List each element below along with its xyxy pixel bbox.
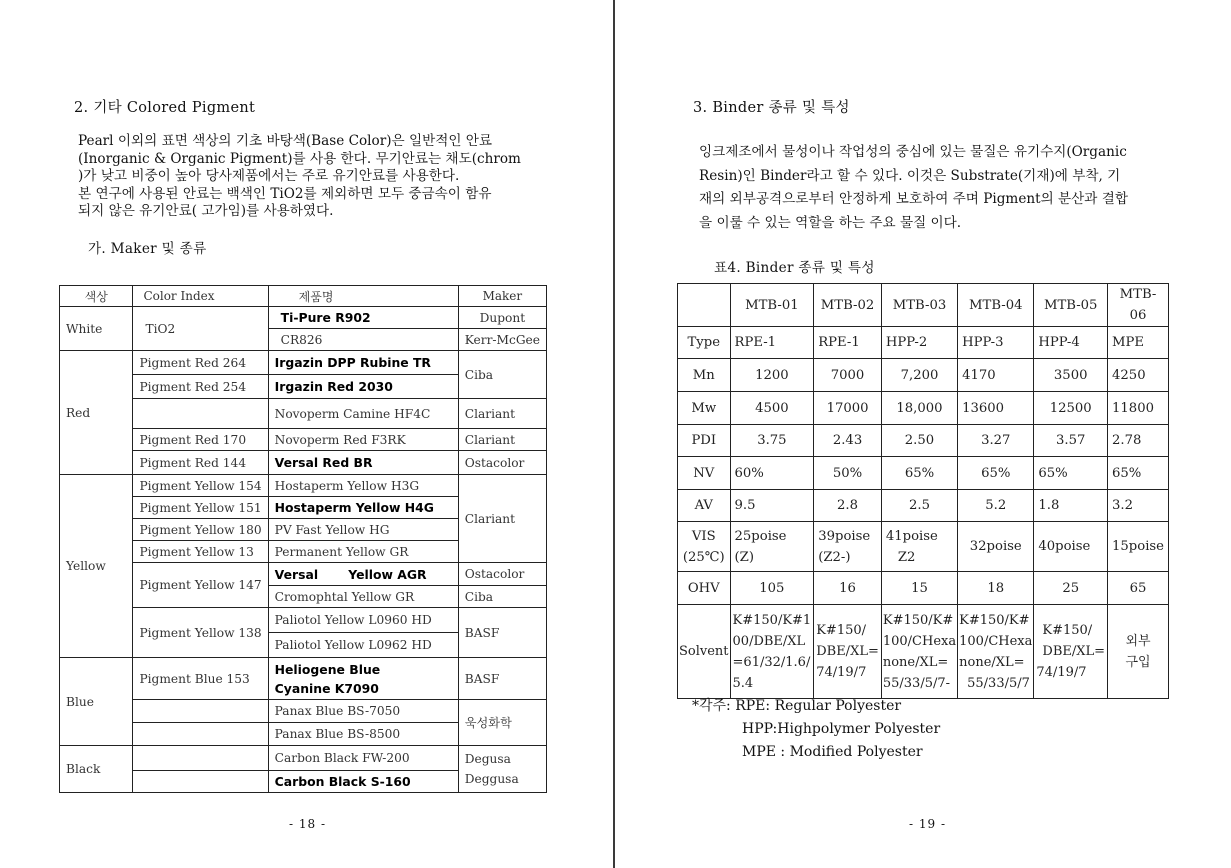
value-line: DBE/XL= (1042, 644, 1106, 659)
pigment-maker-table (59, 285, 547, 793)
maker-cell: Clariant (458, 475, 546, 563)
value-cell (730, 522, 814, 572)
page-number: - 18 - (289, 817, 327, 831)
product-cell: Irgazin Red 2030 (268, 375, 458, 399)
value-cell (958, 605, 1034, 699)
table-row (60, 608, 547, 633)
maker-cell (458, 746, 546, 793)
product-cell: Ti-Pure R902 (268, 307, 458, 329)
table-row-av (678, 490, 1169, 522)
maker-cell: BASF (458, 608, 546, 658)
section-title-colored-pigment: 2. 기타 Colored Pigment (74, 100, 256, 116)
value-line: none/XL= (959, 654, 1025, 670)
column-header: MTB-06 (1108, 284, 1169, 327)
value-cell: 4500 (730, 392, 814, 425)
maker-cell: Kerr-McGee (458, 329, 546, 351)
value-cell: 60% (730, 457, 814, 490)
value-cell: 17000 (814, 392, 882, 425)
footnote-line: MPE : Modified Polyester (742, 744, 923, 760)
maker-cell: BASF (458, 658, 546, 700)
column-header: MTB-02 (814, 284, 882, 327)
value-cell: RPE-1 (814, 327, 882, 359)
value-cell: 3.27 (958, 425, 1034, 457)
table-row-type (678, 327, 1169, 359)
value-line: 100/CHexa (959, 633, 1033, 649)
page-number: - 19 - (909, 817, 947, 831)
value-line: K#150/K#1 (732, 612, 812, 628)
value-cell (730, 605, 814, 699)
value-line: 25poise (734, 528, 787, 544)
value-line: 5.4 (732, 675, 754, 691)
product-cell: Hostaperm Yellow H3G (268, 475, 458, 497)
value-cell (814, 522, 882, 572)
table-row (60, 451, 547, 475)
product-cell: Cromophtal Yellow GR (268, 586, 458, 608)
table-row-mw (678, 392, 1169, 425)
color-index-cell: Pigment Yellow 154 (133, 475, 268, 497)
maker-cell: Ostacolor (458, 451, 546, 475)
paragraph-line: 을 이룰 수 있는 역할을 하는 주요 물질 이다. (699, 214, 962, 231)
product-cell: Panax Blue BS-7050 (268, 700, 458, 723)
value-line: K#150/K# (959, 612, 1030, 628)
row-label: Mw (678, 392, 731, 425)
color-group-yellow: Yellow (60, 475, 133, 658)
value-line: K#150/ (1042, 623, 1093, 638)
value-line: DBE/XL= (816, 644, 879, 659)
product-cell: Panax Blue BS-8500 (268, 723, 458, 746)
subsection-title-maker: 가. Maker 및 종류 (88, 241, 207, 257)
intro-paragraph (78, 133, 558, 221)
color-index-cell: TiO2 (133, 307, 268, 351)
table-row (60, 351, 547, 375)
value-cell: 7,200 (881, 359, 957, 392)
product-cell: Permanent Yellow GR (268, 541, 458, 563)
table-header-row (60, 286, 547, 307)
value-line: 74/19/7 (816, 665, 867, 680)
color-index-cell: Pigment Yellow 13 (133, 541, 268, 563)
header-color-index: Color Index (133, 286, 268, 307)
row-label: OHV (678, 572, 731, 605)
value-cell: 65% (958, 457, 1034, 490)
value-cell: 13600 (958, 392, 1034, 425)
value-line: 39poise (818, 528, 871, 544)
color-index-cell: Pigment Yellow 151 (133, 497, 268, 519)
value-cell: 1.8 (1034, 490, 1108, 522)
row-label: Type (678, 327, 731, 359)
binder-properties-table (677, 283, 1169, 699)
value-line: 55/33/5/7 (967, 675, 1030, 691)
value-cell: HPP-4 (1034, 327, 1108, 359)
row-label: PDI (678, 425, 731, 457)
product-cell: Hostaperm Yellow H4G (268, 497, 458, 519)
column-header: MTB-01 (730, 284, 814, 327)
maker-cell: Ciba (458, 351, 546, 399)
value-line: none/XL= (882, 654, 949, 670)
header-color: 색상 (60, 286, 133, 307)
color-index-cell: Pigment Red 170 (133, 429, 268, 451)
table-row-solvent (678, 605, 1169, 699)
column-header: MTB-03 (881, 284, 957, 327)
paragraph-line: 재의 외부공격으로부터 안정하게 보호하여 주며 Pigment의 분산과 결합 (699, 191, 1129, 207)
column-header: MTB-05 (1034, 284, 1108, 327)
value-cell: 2.50 (881, 425, 957, 457)
color-index-cell: Pigment Blue 153 (133, 658, 268, 700)
maker-line: Deggusa (464, 772, 519, 786)
color-index-cell: Pigment Yellow 147 (133, 563, 268, 608)
row-label: Solvent (678, 605, 731, 699)
value-cell: 12500 (1034, 392, 1108, 425)
value-line: 00/DBE/XL (732, 633, 806, 649)
product-cell: Novoperm Camine HF4C (268, 399, 458, 429)
value-cell: HPP-2 (881, 327, 957, 359)
binder-paragraph (699, 141, 1179, 235)
table-row-nv (678, 457, 1169, 490)
value-cell: 105 (730, 572, 814, 605)
value-cell: 18 (958, 572, 1034, 605)
color-group-white: White (60, 307, 133, 351)
value-cell: 32poise (958, 522, 1034, 572)
header-product-name: 제품명 (268, 286, 458, 307)
table-row-ohv (678, 572, 1169, 605)
footnote-line: *각주: RPE: Regular Polyester (692, 698, 902, 714)
row-label: Mn (678, 359, 731, 392)
value-line: (Z) (734, 549, 754, 565)
value-cell (814, 605, 882, 699)
color-index-cell (133, 771, 268, 793)
value-cell: 1200 (730, 359, 814, 392)
product-cell: Versal Red BR (268, 451, 458, 475)
color-index-cell: Pigment Yellow 180 (133, 519, 268, 541)
value-line: 74/19/7 (1036, 665, 1087, 680)
value-cell: 50% (814, 457, 882, 490)
column-header: MTB-04 (958, 284, 1034, 327)
product-cell: PV Fast Yellow HG (268, 519, 458, 541)
value-cell: 65% (881, 457, 957, 490)
table-row (60, 563, 547, 586)
value-cell (1108, 605, 1169, 699)
maker-cell: Clariant (458, 429, 546, 451)
value-line: 100/CHexa (882, 633, 957, 649)
color-index-cell (133, 399, 268, 429)
paragraph-line: 되지 않은 유기안료( 고가임)를 사용하였다. (78, 203, 334, 219)
product-cell: Paliotol Yellow L0962 HD (268, 633, 458, 658)
table-row-vis (678, 522, 1169, 572)
value-line: 구입 (1125, 654, 1151, 670)
color-index-cell: Pigment Red 144 (133, 451, 268, 475)
maker-cell: 욱성화학 (458, 700, 546, 746)
value-line: K#150/ (816, 623, 867, 638)
maker-cell: Ciba (458, 586, 546, 608)
color-index-cell: Pigment Red 254 (133, 375, 268, 399)
value-cell: MPE (1108, 327, 1169, 359)
paragraph-line: Pearl 이외의 표면 색상의 기초 바탕색(Base Color)은 일반적인 안료 (78, 133, 493, 149)
value-cell: 16 (814, 572, 882, 605)
value-cell: 4250 (1108, 359, 1169, 392)
value-cell: 3.75 (730, 425, 814, 457)
product-line: Cyanine K7090 (274, 680, 379, 696)
paragraph-line: Resin)인 Binder라고 할 수 있다. 이것은 Substrate(기재)에 부착, 기 (699, 167, 1121, 184)
table-row (60, 429, 547, 451)
value-cell: 40poise (1034, 522, 1108, 572)
value-line: 55/33/5/7- (882, 675, 951, 691)
product-cell: Carbon Black S-160 (268, 771, 458, 793)
value-cell: 2.8 (814, 490, 882, 522)
page-18 (0, 0, 614, 868)
color-index-cell (133, 723, 268, 746)
value-cell: 65% (1034, 457, 1108, 490)
paragraph-line: 잉크제조에서 물성이나 작업성의 중심에 있는 물질은 유기수지(Organic (699, 144, 1127, 160)
paragraph-line: 본 연구에 사용된 안료는 백색인 TiO2를 제외하면 모두 중금속이 함유 (78, 185, 492, 202)
value-cell: 3500 (1034, 359, 1108, 392)
value-line: K#150/K# (882, 612, 954, 628)
color-index-cell (133, 700, 268, 723)
value-cell: 9.5 (730, 490, 814, 522)
value-cell: 4170 (958, 359, 1034, 392)
value-cell: 18,000 (881, 392, 957, 425)
section-title-binder: 3. Binder 종류 및 특성 (693, 100, 850, 116)
product-cell: Paliotol Yellow L0960 HD (268, 608, 458, 633)
row-label-line: (25℃) (682, 549, 725, 565)
product-cell: Novoperm Red F3RK (268, 429, 458, 451)
row-label-line: VIS (691, 528, 716, 544)
row-label (678, 522, 731, 572)
value-cell (881, 605, 957, 699)
value-cell: RPE-1 (730, 327, 814, 359)
value-cell: 2.5 (881, 490, 957, 522)
header-empty (678, 284, 731, 327)
table-row-mn (678, 359, 1169, 392)
color-group-black: Black (60, 746, 133, 793)
value-cell: HPP-3 (958, 327, 1034, 359)
product-cell: Carbon Black FW-200 (268, 746, 458, 771)
color-index-cell: Pigment Red 264 (133, 351, 268, 375)
value-cell: 2.78 (1108, 425, 1169, 457)
value-cell: 2.43 (814, 425, 882, 457)
paragraph-line: )가 낮고 비중이 높아 당사제품에서는 주로 유기안료를 사용한다. (78, 168, 460, 184)
value-cell: 3.2 (1108, 490, 1169, 522)
product-cell: CR826 (268, 329, 458, 351)
product-cell: Versal Yellow AGR (268, 563, 458, 586)
table-footnotes (692, 695, 940, 764)
table-header-row (678, 284, 1169, 327)
paragraph-line: (Inorganic & Organic Pigment)를 사용 한다. 무기안료는 채도(chrom (78, 150, 521, 167)
color-index-cell: Pigment Yellow 138 (133, 608, 268, 658)
maker-line: Degusa (464, 752, 511, 766)
product-line: Heliogene Blue (274, 661, 381, 677)
value-cell: 3.57 (1034, 425, 1108, 457)
value-cell: 11800 (1108, 392, 1169, 425)
maker-cell: Clariant (458, 399, 546, 429)
color-index-cell (133, 746, 268, 771)
value-cell: 25 (1034, 572, 1108, 605)
header-maker: Maker (458, 286, 546, 307)
row-label: AV (678, 490, 731, 522)
maker-cell: Ostacolor (458, 563, 546, 586)
table-row (60, 658, 547, 700)
value-cell: 7000 (814, 359, 882, 392)
table-row (60, 746, 547, 771)
value-cell: 65 (1108, 572, 1169, 605)
color-group-red: Red (60, 351, 133, 475)
value-line: =61/32/1.6/ (732, 654, 811, 670)
table-row (60, 475, 547, 497)
value-line: Z2 (897, 549, 916, 565)
value-line: 외부 (1125, 633, 1151, 649)
value-cell: 15poise (1108, 522, 1169, 572)
row-label: NV (678, 457, 731, 490)
table-row-pdi (678, 425, 1169, 457)
product-cell: Irgazin DPP Rubine TR (268, 351, 458, 375)
maker-cell: Dupont (458, 307, 546, 329)
value-cell (881, 522, 957, 572)
table-row (60, 399, 547, 429)
value-line: (Z2-) (818, 549, 851, 565)
value-line: 41poise (885, 528, 938, 544)
value-cell: 5.2 (958, 490, 1034, 522)
table-caption: 표4. Binder 종류 및 특성 (714, 260, 875, 276)
footnote-line: HPP:Highpolymer Polyester (742, 721, 941, 737)
value-cell: 15 (881, 572, 957, 605)
product-cell (268, 658, 458, 700)
value-cell: 65% (1108, 457, 1169, 490)
table-row (60, 307, 547, 329)
value-cell (1034, 605, 1108, 699)
table-row (60, 700, 547, 723)
color-group-blue: Blue (60, 658, 133, 746)
